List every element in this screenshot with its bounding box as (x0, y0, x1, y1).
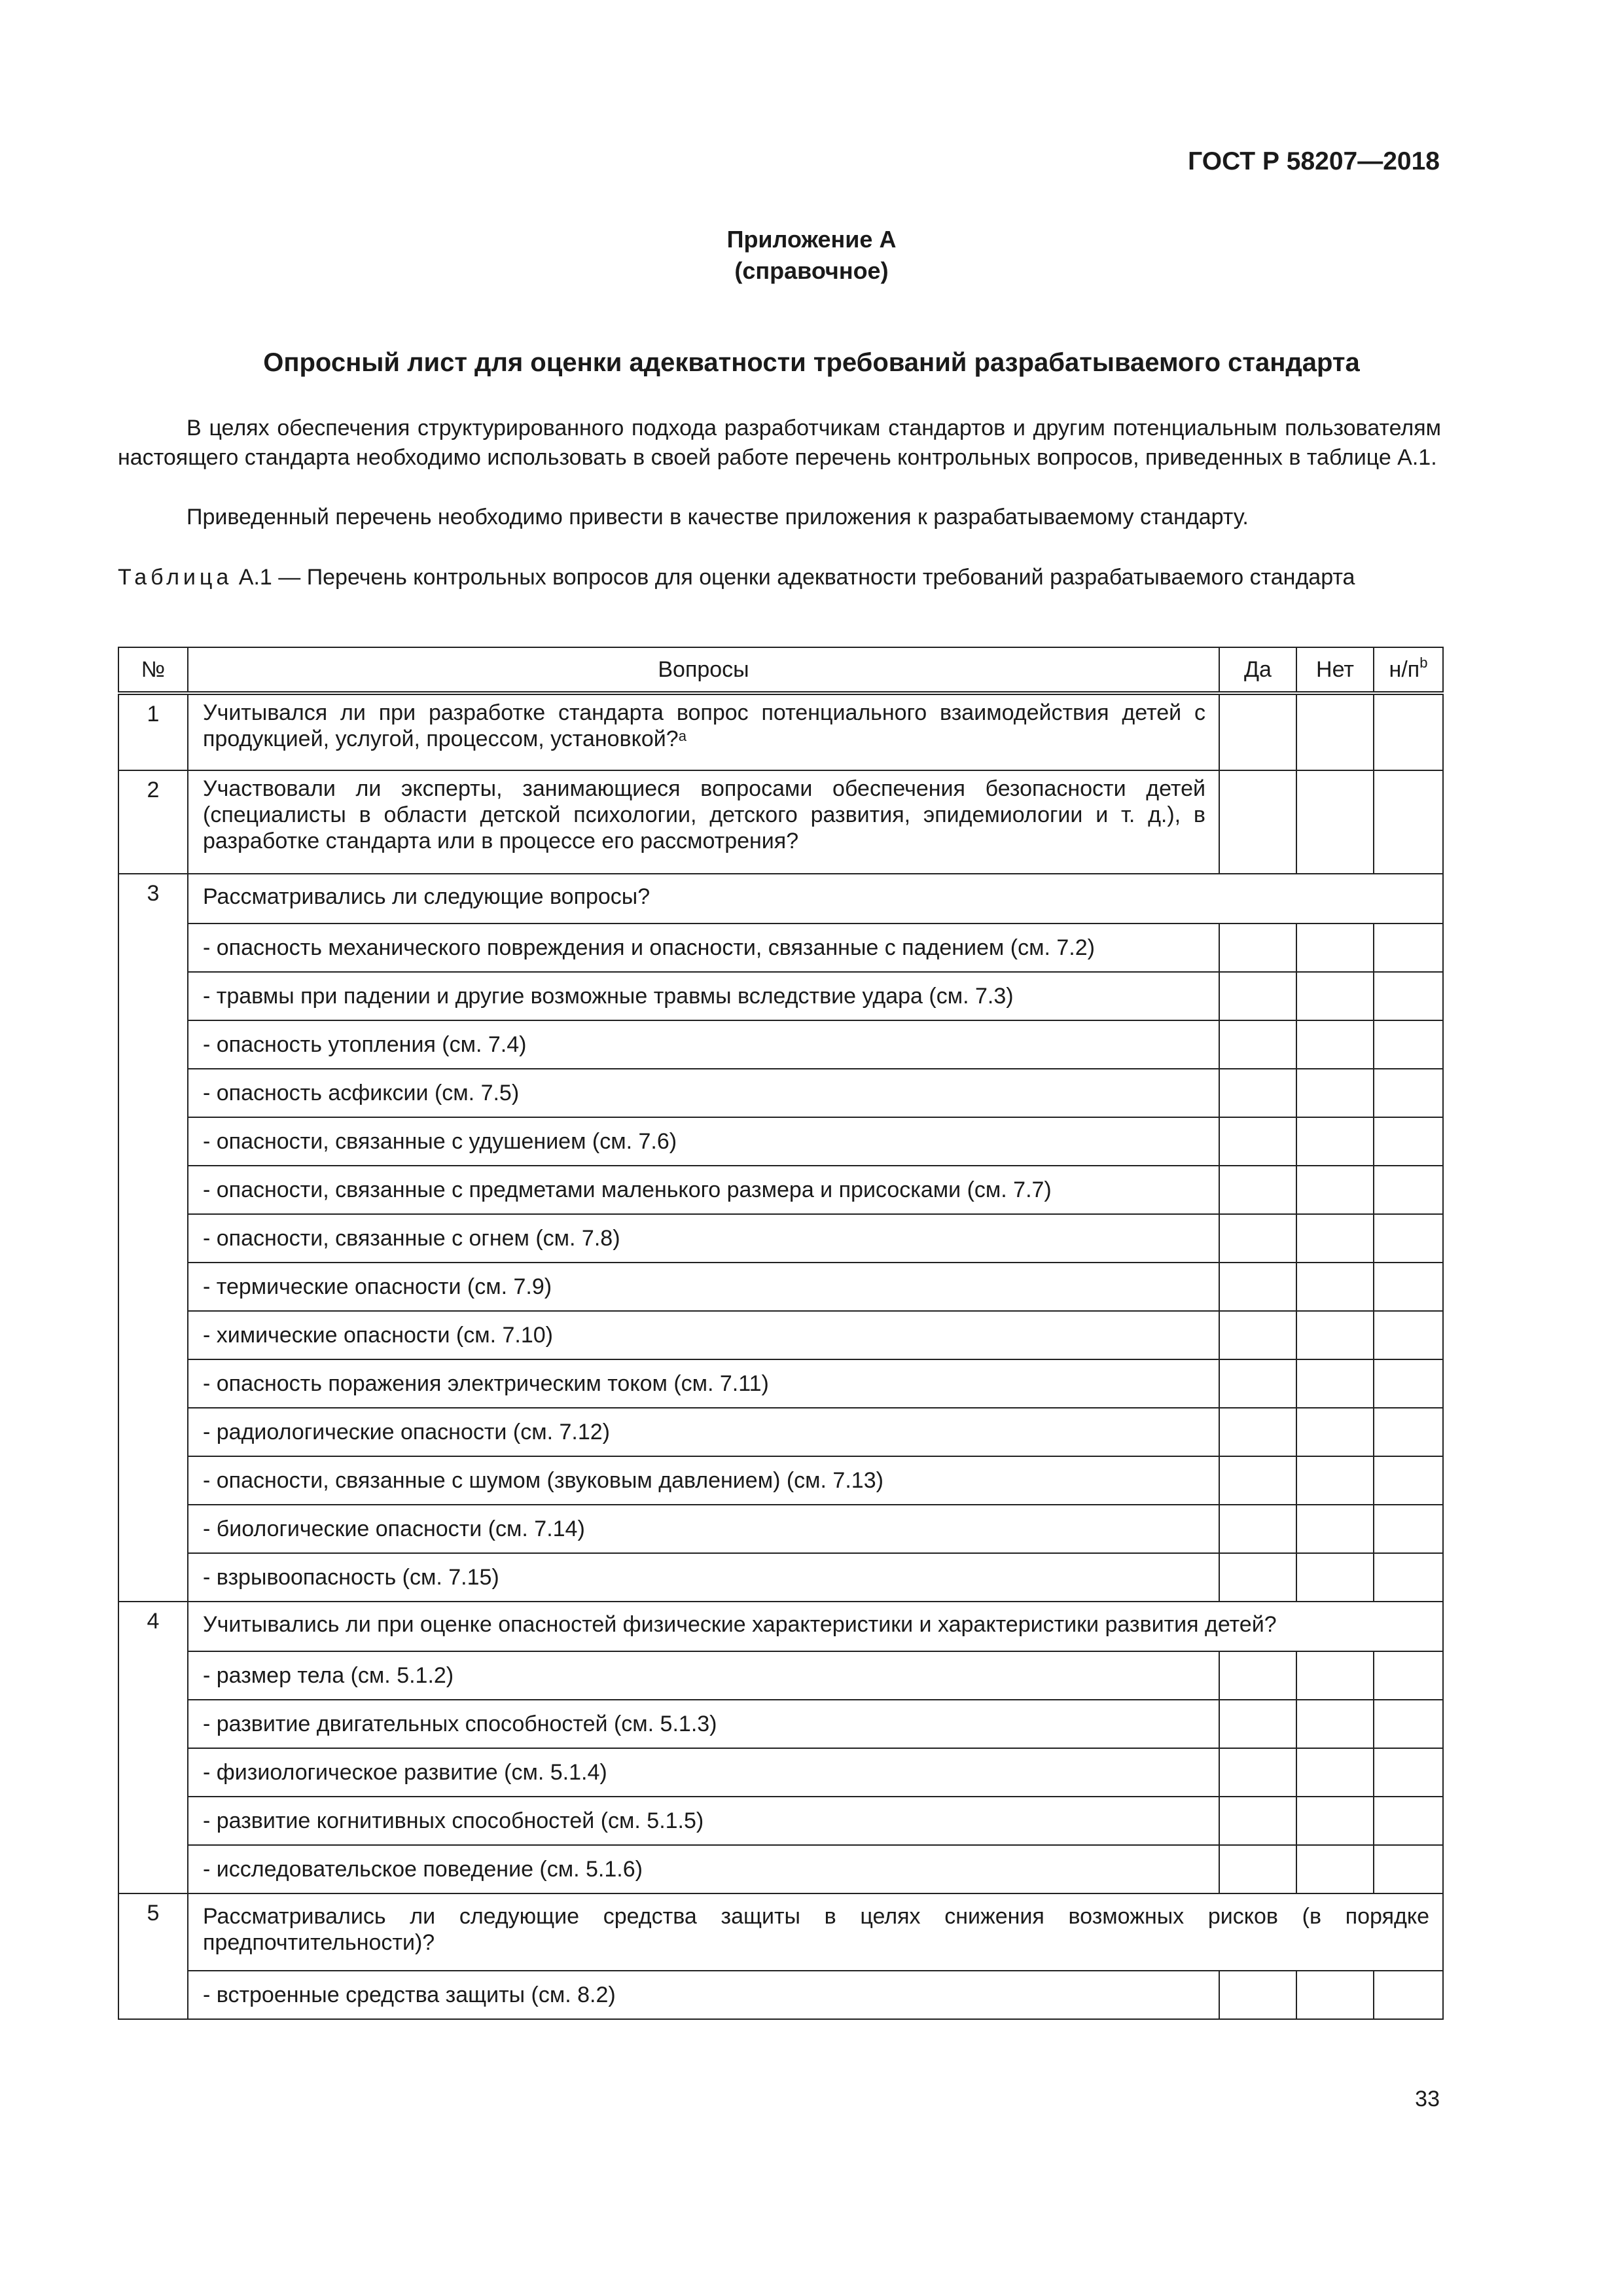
answer-yes-cell[interactable] (1219, 770, 1296, 874)
sub-question-text: - опасность механического повреждения и опасности, связанные с падением (см. 7.2) (188, 924, 1219, 972)
answer-no-cell[interactable] (1296, 1408, 1374, 1456)
table-row (118, 1214, 1443, 1263)
answer-yes-cell[interactable] (1219, 1311, 1296, 1359)
answer-na-cell[interactable] (1374, 1651, 1443, 1700)
answer-na-cell[interactable] (1374, 1311, 1443, 1359)
table-row (118, 1700, 1443, 1748)
answer-no-cell[interactable] (1296, 1748, 1374, 1797)
table-row (118, 1748, 1443, 1797)
answer-no-cell[interactable] (1296, 1797, 1374, 1845)
answer-na-cell[interactable] (1374, 1166, 1443, 1214)
sub-question-text: - развитие двигательных способностей (см. 5.1.3) (188, 1700, 1219, 1748)
answer-yes-cell[interactable] (1219, 1797, 1296, 1845)
table-caption-label: Таблица (118, 565, 233, 590)
answer-yes-cell[interactable] (1219, 1166, 1296, 1214)
header-na-label: н/п (1389, 656, 1420, 682)
header-questions: Вопросы (188, 647, 1219, 693)
answer-no-cell[interactable] (1296, 1456, 1374, 1505)
header-na-footnote-mark: b (1419, 654, 1428, 671)
table-row (118, 1020, 1443, 1069)
answer-na-cell[interactable] (1374, 1069, 1443, 1117)
table-row (118, 1505, 1443, 1553)
answer-no-cell[interactable] (1296, 1845, 1374, 1893)
answer-no-cell[interactable] (1296, 1069, 1374, 1117)
sub-question-text: - размер тела (см. 5.1.2) (188, 1651, 1219, 1700)
table-row (118, 1311, 1443, 1359)
answer-yes-cell[interactable] (1219, 1553, 1296, 1602)
answer-no-cell[interactable] (1296, 1700, 1374, 1748)
answer-na-cell[interactable] (1374, 1748, 1443, 1797)
sub-question-text: - биологические опасности (см. 7.14) (188, 1505, 1219, 1553)
question-1-text: Учитывался ли при разработке стандарта вопрос потенциального взаимодействия детей с продукцией, услугой, процессом, установкой? (203, 700, 1205, 751)
answer-na-cell[interactable] (1374, 972, 1443, 1020)
table-row (118, 1971, 1443, 2019)
answer-no-cell[interactable] (1296, 1263, 1374, 1311)
sub-question-text: - термические опасности (см. 7.9) (188, 1263, 1219, 1311)
sub-question-text: - опасность асфиксии (см. 7.5) (188, 1069, 1219, 1117)
answer-na-cell[interactable] (1374, 1845, 1443, 1893)
document-title: Опросный лист для оценки адекватности требований разрабатываемого стандарта (263, 348, 1360, 377)
answer-yes-cell[interactable] (1219, 1408, 1296, 1456)
answer-yes-cell[interactable] (1219, 1971, 1296, 2019)
question-text (188, 693, 1219, 770)
answer-na-cell[interactable] (1374, 1263, 1443, 1311)
answer-no-cell[interactable] (1296, 1359, 1374, 1408)
table-row (118, 972, 1443, 1020)
appendix-title: Приложение А (726, 226, 897, 253)
answer-na-cell[interactable] (1374, 1117, 1443, 1166)
answer-na-cell[interactable] (1374, 1553, 1443, 1602)
answer-no-cell[interactable] (1296, 924, 1374, 972)
answer-yes-cell[interactable] (1219, 1020, 1296, 1069)
table-row (118, 1359, 1443, 1408)
sub-question-text: - химические опасности (см. 7.10) (188, 1311, 1219, 1359)
answer-yes-cell[interactable] (1219, 1263, 1296, 1311)
page-number: 33 (1415, 2087, 1440, 2111)
answer-na-cell[interactable] (1374, 1797, 1443, 1845)
table-caption-text: А.1 — Перечень контрольных вопросов для оценки адекватности требований разрабатываемого стандарта (238, 565, 1355, 590)
answer-no-cell[interactable] (1296, 1651, 1374, 1700)
sub-question-text: - опасности, связанные с шумом (звуковым давлением) (см. 7.13) (188, 1456, 1219, 1505)
header-not-applicable (1374, 647, 1443, 693)
table-row (118, 770, 1443, 874)
sub-question-text: - опасности, связанные с предметами маленького размера и присосками (см. 7.7) (188, 1166, 1219, 1214)
answer-no-cell[interactable] (1296, 1020, 1374, 1069)
answer-no-cell[interactable] (1296, 1971, 1374, 2019)
table-row (118, 924, 1443, 972)
answer-no-cell[interactable] (1296, 972, 1374, 1020)
row-number: 1 (118, 693, 188, 770)
sub-question-text: - опасности, связанные с огнем (см. 7.8) (188, 1214, 1219, 1263)
intro-paragraph-2: Приведенный перечень необходимо привести в качестве приложения к разрабатываемому стандарту. (187, 505, 1249, 529)
sub-question-text: - опасность поражения электрическим током (см. 7.11) (188, 1359, 1219, 1408)
table-row (118, 1602, 1443, 1651)
answer-no-cell[interactable] (1296, 693, 1374, 770)
answer-yes-cell[interactable] (1219, 1214, 1296, 1263)
sub-question-text: - травмы при падении и другие возможные травмы вследствие удара (см. 7.3) (188, 972, 1219, 1020)
question-text: Рассматривались ли следующие средства защиты в целях снижения возможных рисков (в порядке предпочтительности)? (188, 1893, 1443, 1971)
appendix-kind: (справочное) (734, 257, 889, 284)
row-number: 4 (118, 1602, 188, 1893)
table-row (118, 693, 1443, 770)
answer-yes-cell[interactable] (1219, 972, 1296, 1020)
table-row (118, 1553, 1443, 1602)
answer-na-cell[interactable] (1374, 924, 1443, 972)
answer-yes-cell[interactable] (1219, 1748, 1296, 1797)
intro-paragraph-1: В целях обеспечения структурированного подхода разработчикам стандартов и другим потенциальным пользователям настоящего стандарта необходимо использовать в своей работе перечень контрольных вопросов, приведенных в таблице А.1. (118, 416, 1441, 470)
standard-number: ГОСТ Р 58207—2018 (1188, 147, 1440, 175)
sub-question-text: - развитие когнитивных способностей (см. 5.1.5) (188, 1797, 1219, 1845)
table-row (118, 1408, 1443, 1456)
answer-no-cell[interactable] (1296, 1553, 1374, 1602)
sub-question-text: - опасность утопления (см. 7.4) (188, 1020, 1219, 1069)
row-number: 2 (118, 770, 188, 874)
table-row (118, 1117, 1443, 1166)
question-text: Учитывались ли при оценке опасностей физические характеристики и характеристики развития детей? (188, 1602, 1443, 1651)
footnote-mark: a (678, 728, 687, 744)
answer-na-cell[interactable] (1374, 1456, 1443, 1505)
table-row (118, 874, 1443, 924)
table-row (118, 1456, 1443, 1505)
table-caption (118, 563, 1441, 592)
question-text: Участвовали ли эксперты, занимающиеся вопросами обеспечения безопасности детей (специалисты в области детской психологии, детского развития, эпидемиологии и т. д.), в разработке стандарта или в процессе его рассмотрения? (188, 770, 1219, 874)
answer-yes-cell[interactable] (1219, 693, 1296, 770)
row-number: 5 (118, 1893, 188, 2019)
answer-yes-cell[interactable] (1219, 1117, 1296, 1166)
sub-question-text: - опасности, связанные с удушением (см. 7.6) (188, 1117, 1219, 1166)
answer-na-cell[interactable] (1374, 770, 1443, 874)
header-no: Нет (1296, 647, 1374, 693)
table-row (118, 1797, 1443, 1845)
row-number: 3 (118, 874, 188, 1602)
answer-no-cell[interactable] (1296, 1214, 1374, 1263)
sub-question-text: - радиологические опасности (см. 7.12) (188, 1408, 1219, 1456)
answer-yes-cell[interactable] (1219, 1069, 1296, 1117)
sub-question-text: - встроенные средства защиты (см. 8.2) (188, 1971, 1219, 2019)
answer-na-cell[interactable] (1374, 693, 1443, 770)
answer-na-cell[interactable] (1374, 1505, 1443, 1553)
answer-yes-cell[interactable] (1219, 924, 1296, 972)
sub-question-text: - исследовательское поведение (см. 5.1.6) (188, 1845, 1219, 1893)
table-row (118, 1893, 1443, 1971)
table-row (118, 1166, 1443, 1214)
answer-na-cell[interactable] (1374, 1214, 1443, 1263)
answer-na-cell[interactable] (1374, 1971, 1443, 2019)
answer-yes-cell[interactable] (1219, 1845, 1296, 1893)
table-row (118, 1845, 1443, 1893)
answer-no-cell[interactable] (1296, 1311, 1374, 1359)
answer-no-cell[interactable] (1296, 1505, 1374, 1553)
answer-yes-cell[interactable] (1219, 1651, 1296, 1700)
answer-yes-cell[interactable] (1219, 1505, 1296, 1553)
answer-na-cell[interactable] (1374, 1408, 1443, 1456)
answer-na-cell[interactable] (1374, 1700, 1443, 1748)
header-yes: Да (1219, 647, 1296, 693)
table-row (118, 1651, 1443, 1700)
table-row (118, 1263, 1443, 1311)
answer-na-cell[interactable] (1374, 1020, 1443, 1069)
answer-no-cell[interactable] (1296, 1166, 1374, 1214)
answer-yes-cell[interactable] (1219, 1700, 1296, 1748)
table-header-row (118, 647, 1443, 693)
sub-question-text: - физиологическое развитие (см. 5.1.4) (188, 1748, 1219, 1797)
answer-na-cell[interactable] (1374, 1359, 1443, 1408)
question-text: Рассматривались ли следующие вопросы? (188, 874, 1443, 924)
header-number: № (118, 647, 188, 693)
sub-question-text: - взрывоопасность (см. 7.15) (188, 1553, 1219, 1602)
answer-yes-cell[interactable] (1219, 1456, 1296, 1505)
answer-no-cell[interactable] (1296, 1117, 1374, 1166)
answer-yes-cell[interactable] (1219, 1359, 1296, 1408)
table-row (118, 1069, 1443, 1117)
answer-no-cell[interactable] (1296, 770, 1374, 874)
questionnaire-table (118, 647, 1444, 2020)
